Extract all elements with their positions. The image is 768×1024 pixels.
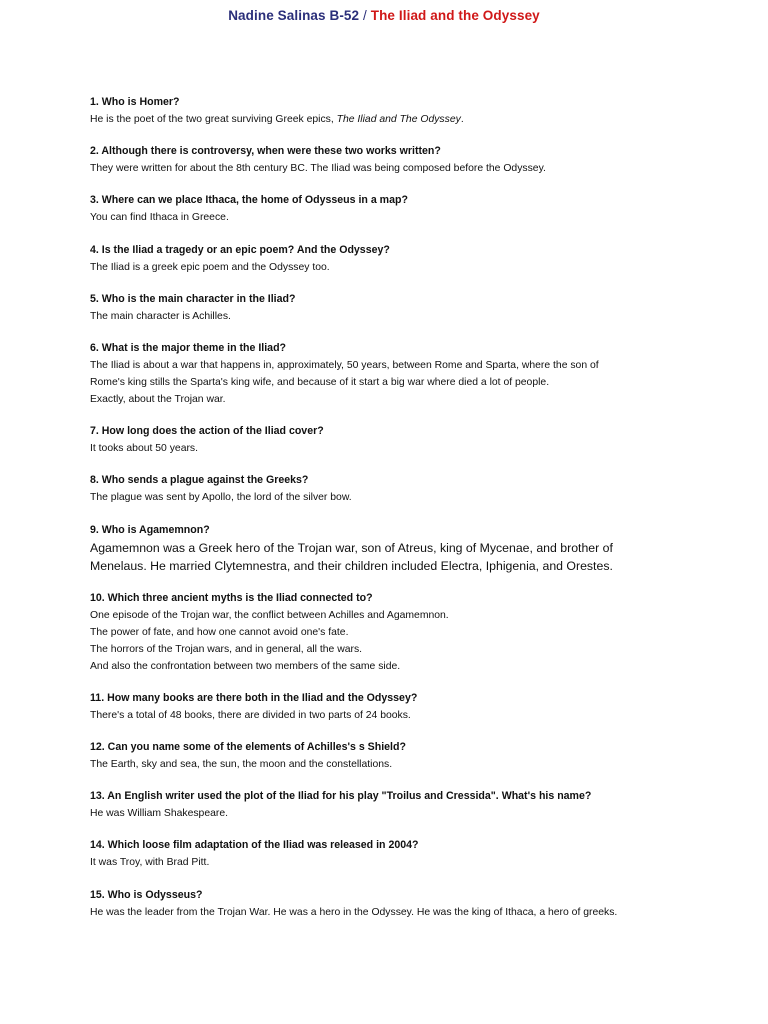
question-6: 6. What is the major theme in the Iliad? <box>90 341 287 354</box>
answer-1-suffix: . <box>460 114 464 125</box>
answer-9-line-2: Menelaus. He married Clytemnestra, and their children included Electra, Iphigenia, and Orestes. <box>90 558 613 573</box>
question-12: 12. Can you name some of the elements of Achilles's s Shield? <box>90 741 406 754</box>
qa-item-10 <box>90 590 750 675</box>
question-8: 8. Who sends a plague against the Greeks? <box>90 474 309 487</box>
answer-10-line-3: The horrors of the Trojan wars, and in general, all the wars. <box>90 643 363 655</box>
question-5: 5. Who is the main character in the Iliad? <box>90 292 296 305</box>
document-header <box>0 8 768 23</box>
answer-10-line-4: And also the confrontation between two members of the same side. <box>90 660 401 672</box>
qa-item-11 <box>90 690 750 724</box>
answer-10-line-2: The power of fate, and how one cannot avoid one's fate. <box>90 626 349 638</box>
answer-6-line-1: The Iliad is about a war that happens in, approximately, 50 years, between Rome and Sparta, where the son of <box>90 359 599 371</box>
question-9: 9. Who is Agamemnon? <box>90 523 210 536</box>
question-14: 14. Which loose film adaptation of the Iliad was released in 2004? <box>90 839 419 852</box>
answer-11: There's a total of 48 books, there are divided in two parts of 24 books. <box>90 709 411 721</box>
answer-8: The plague was sent by Apollo, the lord of the silver bow. <box>90 492 352 504</box>
answer-1 <box>90 111 750 128</box>
question-1: 1. Who is Homer? <box>90 96 180 108</box>
qa-item-4 <box>90 242 750 276</box>
qa-item-6 <box>90 340 750 408</box>
answer-6-line-2: Rome's king stills the Sparta's king wife, and because of it start a big war where died a lot of people. <box>90 376 550 388</box>
qa-item-3 <box>90 192 750 226</box>
question-7: 7. How long does the action of the Iliad cover? <box>90 425 324 438</box>
question-4: 4. Is the Iliad a tragedy or an epic poem? And the Odyssey? <box>90 243 390 256</box>
qa-item-9 <box>90 522 750 575</box>
answer-15: He was the leader from the Trojan War. He was a hero in the Odyssey. He was the king of Ithaca, a hero of greeks. <box>90 906 618 918</box>
answer-6-line-3: Exactly, about the Trojan war. <box>90 393 226 405</box>
qa-item-7 <box>90 423 750 457</box>
question-3: 3. Where can we place Ithaca, the home of Odysseus in a map? <box>90 194 408 207</box>
question-10: 10. Which three ancient myths is the Iliad connected to? <box>90 591 373 604</box>
qa-item-1 <box>90 94 750 128</box>
question-15: 15. Who is Odysseus? <box>90 888 203 901</box>
answer-4: The Iliad is a greek epic poem and the Odyssey too. <box>90 261 330 273</box>
qa-item-8 <box>90 472 750 506</box>
question-2: 2. Although there is controversy, when were these two works written? <box>90 145 441 158</box>
answer-14: It was Troy, with Brad Pitt. <box>90 857 210 869</box>
answer-1-prefix: He is the poet of the two great surviving Greek epics, <box>90 114 337 125</box>
answer-13: He was William Shakespeare. <box>90 808 229 820</box>
qa-item-2 <box>90 143 750 177</box>
header-separator: / <box>363 8 367 23</box>
qa-item-14 <box>90 837 750 871</box>
question-13: 13. An English writer used the plot of the Iliad for his play "Troilus and Cressida". What's his name? <box>90 790 592 803</box>
qa-item-13 <box>90 788 750 822</box>
question-list <box>90 94 750 936</box>
answer-12: The Earth, sky and sea, the sun, the moon and the constellations. <box>90 759 393 771</box>
answer-1-italic: The Iliad and The Odyssey <box>336 114 461 125</box>
qa-item-15 <box>90 887 750 921</box>
author-name: Nadine Salinas B-52 <box>228 8 360 23</box>
question-11: 11. How many books are there both in the Iliad and the Odyssey? <box>90 691 418 704</box>
answer-3: You can find Ithaca in Greece. <box>90 212 229 224</box>
document-title: The Iliad and the Odyssey <box>370 8 540 23</box>
answer-9-line-1: Agamemnon was a Greek hero of the Trojan war, son of Atreus, king of Mycenae, and brother of <box>90 540 613 555</box>
answer-10-line-1: One episode of the Trojan war, the conflict between Achilles and Agamemnon. <box>90 609 449 621</box>
answer-2: They were written for about the 8th century BC. The Iliad was being composed before the Odyssey. <box>90 163 546 175</box>
qa-item-12 <box>90 739 750 773</box>
qa-item-5 <box>90 291 750 325</box>
answer-5: The main character is Achilles. <box>90 310 231 322</box>
answer-7: It tooks about 50 years. <box>90 443 199 455</box>
